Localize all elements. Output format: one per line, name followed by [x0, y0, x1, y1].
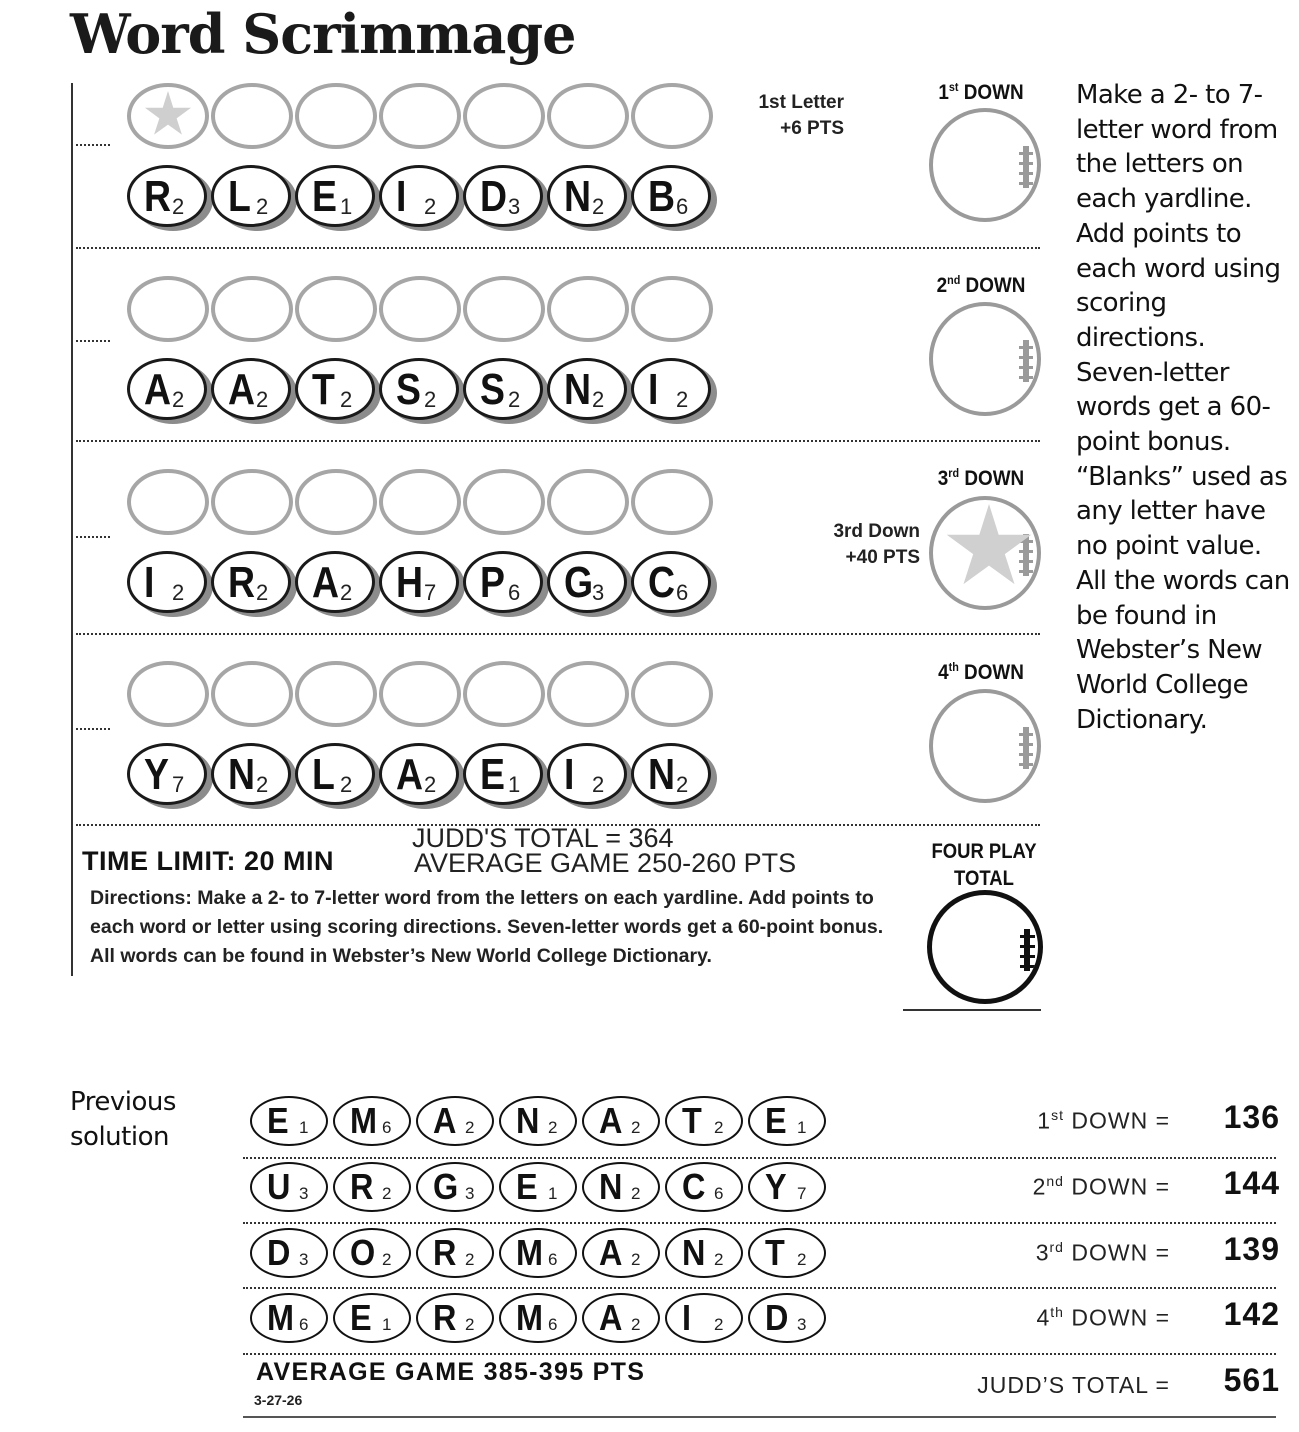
- solution-row: [250, 1228, 840, 1278]
- tile-letter: I: [396, 172, 407, 221]
- letter-tile[interactable]: [127, 165, 213, 233]
- yardline-divider: [76, 440, 1040, 442]
- tile-letter: B: [648, 172, 676, 221]
- letter-tile[interactable]: [547, 743, 633, 811]
- tile-points: 2: [424, 772, 437, 797]
- tile-letter: R: [433, 1232, 457, 1273]
- letter-tile[interactable]: [631, 358, 717, 426]
- tile-points: 1: [797, 1118, 807, 1137]
- solution-tile: [250, 1228, 328, 1278]
- solution-row: [250, 1293, 840, 1343]
- letter-tile[interactable]: [547, 165, 633, 233]
- solution-tile: [748, 1162, 826, 1212]
- solution-tile: [665, 1293, 743, 1343]
- solution-tile: [333, 1096, 411, 1146]
- answer-blank[interactable]: [547, 661, 629, 727]
- tile-points: 2: [465, 1118, 475, 1137]
- tile-letter: G: [564, 558, 594, 607]
- solution-down-score: 139: [1223, 1231, 1280, 1267]
- answer-blank[interactable]: [379, 83, 461, 149]
- solution-tile: [416, 1096, 494, 1146]
- down-label: 3rd DOWN: [937, 466, 1025, 490]
- tile-letter: Y: [144, 750, 169, 799]
- tile-points: 2: [256, 580, 269, 605]
- tile-points: 2: [256, 194, 269, 219]
- side-instructions: Make a 2- to 7-letter word from the letters on each yardline. Add points to each word using scoring directions. Seven-letter words get a 60-point bonus. “Blanks” used as any letter have no point value. All the words can be found in Webster’s New World College Dictionary.: [1076, 80, 1290, 735]
- tile-letter: L: [228, 172, 251, 221]
- solution-divider: [243, 1353, 1276, 1355]
- letter-tile[interactable]: [631, 165, 717, 233]
- tile-letter: C: [682, 1166, 706, 1207]
- answer-blank[interactable]: [379, 469, 461, 535]
- solution-down-label: 2nd DOWN =: [1032, 1173, 1170, 1200]
- solution-row: [250, 1162, 840, 1212]
- solution-judds-total-label: JUDD’S TOTAL =: [977, 1372, 1170, 1398]
- tile-points: 2: [465, 1250, 475, 1269]
- answer-blank[interactable]: [547, 83, 629, 149]
- answer-blank[interactable]: [463, 83, 545, 149]
- solution-tile: [499, 1293, 577, 1343]
- tile-points: 2: [382, 1184, 392, 1203]
- tile-letter: P: [480, 558, 505, 607]
- letter-tile[interactable]: [547, 551, 633, 619]
- tile-points: 6: [382, 1118, 392, 1137]
- tile-letter: R: [144, 172, 172, 221]
- tile-letter: I: [682, 1297, 692, 1338]
- tile-letter: E: [765, 1100, 787, 1141]
- solution-divider: [243, 1157, 1276, 1159]
- tile-letter: N: [648, 750, 676, 799]
- answer-blank[interactable]: [127, 83, 209, 149]
- answer-blank[interactable]: [463, 469, 545, 535]
- tile-letter: H: [396, 558, 424, 607]
- star-icon: [144, 91, 192, 139]
- answer-blank[interactable]: [211, 469, 293, 535]
- tile-letter: M: [350, 1100, 377, 1141]
- tile-letter: L: [312, 750, 335, 799]
- tile-letter: N: [564, 172, 592, 221]
- solution-down-label: 3rd DOWN =: [1035, 1239, 1170, 1266]
- tile-letter: R: [350, 1166, 374, 1207]
- tile-letter: D: [765, 1297, 789, 1338]
- solution-tile: [499, 1228, 577, 1278]
- tile-points: 6: [714, 1184, 724, 1203]
- tile-letter: A: [396, 750, 424, 799]
- solution-divider: [243, 1222, 1276, 1224]
- tile-letter: A: [433, 1100, 457, 1141]
- tile-points: 2: [592, 194, 605, 219]
- tile-letter: A: [599, 1297, 623, 1338]
- answer-blank[interactable]: [379, 661, 461, 727]
- answer-blank[interactable]: [547, 469, 629, 535]
- letter-tile[interactable]: [463, 165, 549, 233]
- tile-points: 2: [714, 1250, 724, 1269]
- answer-blank[interactable]: [631, 661, 713, 727]
- solution-tile: [582, 1293, 660, 1343]
- answer-blank[interactable]: [211, 276, 293, 342]
- tile-points: 2: [631, 1118, 641, 1137]
- answer-blank[interactable]: [295, 661, 377, 727]
- solution-tile: [499, 1162, 577, 1212]
- down-label: 4th DOWN: [938, 660, 1024, 684]
- solution-tile: [416, 1228, 494, 1278]
- solution-tile: [250, 1096, 328, 1146]
- tile-letter: M: [516, 1232, 543, 1273]
- tile-letter: E: [312, 172, 337, 221]
- answer-blank[interactable]: [547, 276, 629, 342]
- tile-letter: O: [350, 1232, 376, 1273]
- answer-blank[interactable]: [127, 469, 209, 535]
- down-score-input[interactable]: [929, 689, 1041, 803]
- tile-points: 2: [714, 1315, 724, 1334]
- tile-letter: I: [648, 365, 659, 414]
- letter-tile[interactable]: [127, 743, 213, 811]
- tile-points: 1: [299, 1118, 309, 1137]
- tile-points: 2: [382, 1250, 392, 1269]
- solution-row: [250, 1096, 840, 1146]
- answer-blank[interactable]: [295, 276, 377, 342]
- four-play-total-input[interactable]: [927, 890, 1043, 1004]
- letter-tile[interactable]: [379, 551, 465, 619]
- tile-letter: E: [516, 1166, 538, 1207]
- tile-points: 2: [172, 387, 185, 412]
- solution-tile: [250, 1162, 328, 1212]
- yardline-divider: [76, 247, 1040, 249]
- solution-date: 3-27-26: [254, 1392, 303, 1408]
- letter-tile[interactable]: [211, 551, 297, 619]
- solution-bottom-rule: [243, 1416, 1276, 1418]
- tile-letter: E: [480, 750, 505, 799]
- tile-letter: M: [267, 1297, 294, 1338]
- first-letter-bonus-note: [744, 90, 844, 142]
- answer-blank[interactable]: [379, 276, 461, 342]
- answer-blank[interactable]: [211, 83, 293, 149]
- puzzle-title: Word Scrimmage: [70, 2, 576, 66]
- solution-down-label: 4th DOWN =: [1036, 1304, 1170, 1331]
- tile-points: 6: [548, 1315, 558, 1334]
- letter-tile[interactable]: [379, 743, 465, 811]
- tile-letter: N: [682, 1232, 706, 1273]
- tile-letter: R: [228, 558, 256, 607]
- tile-points: 2: [424, 387, 437, 412]
- solution-down-score: 136: [1223, 1099, 1280, 1135]
- letter-tile[interactable]: [463, 358, 549, 426]
- tile-points: 1: [340, 194, 353, 219]
- directions-text: Directions: Make a 2- to 7-letter word from the letters on each yardline. Add points to each word or letter using scoring directions. Seven-letter words get a 60-point bonus. All words can be found in Webster’s New World College Dictionary.: [90, 887, 884, 967]
- down-score-input[interactable]: [929, 302, 1041, 416]
- down-label: 2nd DOWN: [936, 273, 1026, 297]
- tile-points: 2: [172, 580, 185, 605]
- solution-tile: [665, 1228, 743, 1278]
- solution-tile: [582, 1096, 660, 1146]
- tile-points: 2: [256, 772, 269, 797]
- tile-points: 2: [676, 772, 689, 797]
- solution-average-game: AVERAGE GAME 385-395 PTS: [256, 1358, 646, 1386]
- bonus-note-line1: 1st Letter: [758, 92, 844, 113]
- tile-letter: G: [433, 1166, 459, 1207]
- tile-points: 6: [299, 1315, 309, 1334]
- letter-tile[interactable]: [211, 743, 297, 811]
- tile-points: 2: [340, 580, 353, 605]
- tile-points: 2: [592, 387, 605, 412]
- tile-points: 7: [172, 772, 185, 797]
- answer-blank[interactable]: [295, 83, 377, 149]
- down-score-input[interactable]: [929, 108, 1041, 222]
- tile-letter: N: [516, 1100, 540, 1141]
- letter-tile[interactable]: [463, 551, 549, 619]
- letter-tile[interactable]: [295, 551, 381, 619]
- tile-points: 3: [299, 1250, 309, 1269]
- tile-points: 2: [631, 1250, 641, 1269]
- letter-tile[interactable]: [631, 551, 717, 619]
- letter-tile[interactable]: [211, 165, 297, 233]
- tile-letter: A: [312, 558, 340, 607]
- third-down-bonus-note: [810, 519, 920, 571]
- tile-points: 3: [797, 1315, 807, 1334]
- solution-tile: [582, 1162, 660, 1212]
- previous-solution-label: Previous solution: [70, 1087, 176, 1152]
- tile-letter: S: [396, 365, 421, 414]
- tile-points: 2: [548, 1118, 558, 1137]
- letter-tile[interactable]: [295, 165, 381, 233]
- solution-tile: [250, 1293, 328, 1343]
- tile-letter: T: [765, 1232, 785, 1273]
- bonus-note-line1: 3rd Down: [833, 521, 920, 542]
- tile-letter: D: [480, 172, 508, 221]
- answer-blank[interactable]: [631, 83, 713, 149]
- tile-letter: A: [228, 365, 256, 414]
- solution-tile: [333, 1293, 411, 1343]
- tile-points: 2: [172, 194, 185, 219]
- yardline-marker: [76, 728, 110, 730]
- four-play-total-label: FOUR PLAY TOTAL: [931, 840, 1037, 890]
- down-score-input[interactable]: [929, 496, 1041, 610]
- tile-points: 6: [508, 580, 521, 605]
- tile-letter: U: [267, 1166, 291, 1207]
- solution-tile: [333, 1228, 411, 1278]
- tile-letter: I: [564, 750, 575, 799]
- tile-points: 2: [631, 1315, 641, 1334]
- yardline-row: [127, 276, 727, 426]
- yardline-divider: [76, 633, 1040, 635]
- tile-points: 3: [465, 1184, 475, 1203]
- tile-letter: A: [144, 365, 172, 414]
- letter-tile[interactable]: [379, 165, 465, 233]
- solution-tile: [665, 1096, 743, 1146]
- solution-tile: [665, 1162, 743, 1212]
- solution-tile: [582, 1228, 660, 1278]
- tile-letter: T: [682, 1100, 702, 1141]
- tile-letter: E: [267, 1100, 289, 1141]
- solution-judds-total: 561: [1223, 1362, 1280, 1398]
- tile-points: 6: [676, 194, 689, 219]
- tile-points: 6: [676, 580, 689, 605]
- tile-points: 1: [548, 1184, 558, 1203]
- tile-letter: S: [480, 365, 505, 414]
- tile-letter: E: [350, 1297, 372, 1338]
- solution-tile: [333, 1162, 411, 1212]
- yardline-marker: [76, 536, 110, 538]
- tile-points: 2: [797, 1250, 807, 1269]
- solution-divider: [243, 1287, 1276, 1289]
- tile-points: 6: [548, 1250, 558, 1269]
- yardline-row: [127, 83, 727, 233]
- tile-letter: Y: [765, 1166, 787, 1207]
- solution-tile: [748, 1096, 826, 1146]
- judds-total: JUDD'S TOTAL = 364: [412, 823, 674, 853]
- yardline-marker: [76, 144, 110, 146]
- solution-down-score: 142: [1223, 1296, 1280, 1332]
- answer-blank[interactable]: [631, 276, 713, 342]
- tile-points: 2: [424, 194, 437, 219]
- solution-down-label: 1st DOWN =: [1037, 1107, 1170, 1134]
- bonus-note-line2: +40 PTS: [845, 547, 920, 568]
- letter-tile[interactable]: [211, 358, 297, 426]
- star-icon: [945, 504, 1033, 592]
- yardline-row: [127, 661, 727, 811]
- tile-points: 1: [508, 772, 521, 797]
- letter-tile[interactable]: [127, 551, 213, 619]
- tile-points: 7: [424, 580, 437, 605]
- tile-points: 2: [256, 387, 269, 412]
- tile-points: 2: [631, 1184, 641, 1203]
- tile-points: 2: [340, 772, 353, 797]
- tile-letter: R: [433, 1297, 457, 1338]
- total-underline: [903, 1009, 1041, 1011]
- tile-letter: D: [267, 1232, 291, 1273]
- tile-letter: M: [516, 1297, 543, 1338]
- tile-letter: N: [599, 1166, 623, 1207]
- answer-blank[interactable]: [631, 469, 713, 535]
- yardline-marker: [76, 340, 110, 342]
- letter-tile[interactable]: [295, 358, 381, 426]
- answer-blank[interactable]: [127, 276, 209, 342]
- answer-blank[interactable]: [295, 469, 377, 535]
- tile-letter: N: [564, 365, 592, 414]
- average-game: AVERAGE GAME 250-260 PTS: [414, 848, 797, 878]
- tile-letter: T: [312, 365, 335, 414]
- letter-tile[interactable]: [127, 358, 213, 426]
- field-sideline: [71, 83, 73, 976]
- tile-points: 3: [508, 194, 521, 219]
- answer-blank[interactable]: [463, 276, 545, 342]
- down-label: 1st DOWN: [938, 80, 1024, 104]
- letter-tile[interactable]: [631, 743, 717, 811]
- tile-points: 2: [508, 387, 521, 412]
- answer-blank[interactable]: [127, 661, 209, 727]
- solution-down-score: 144: [1223, 1165, 1280, 1201]
- tile-points: 7: [797, 1184, 807, 1203]
- tile-points: 1: [382, 1315, 392, 1334]
- answer-blank[interactable]: [463, 661, 545, 727]
- answer-blank[interactable]: [211, 661, 293, 727]
- yardline-row: [127, 469, 727, 619]
- tile-letter: A: [599, 1100, 623, 1141]
- solution-tile: [416, 1162, 494, 1212]
- tile-points: 2: [465, 1315, 475, 1334]
- tile-points: 2: [340, 387, 353, 412]
- tile-letter: C: [648, 558, 676, 607]
- tile-letter: I: [144, 558, 155, 607]
- time-limit: TIME LIMIT: 20 MIN: [82, 846, 334, 876]
- tile-points: 2: [592, 772, 605, 797]
- tile-letter: N: [228, 750, 256, 799]
- tile-points: 3: [299, 1184, 309, 1203]
- tile-letter: A: [599, 1232, 623, 1273]
- tile-points: 2: [676, 387, 689, 412]
- tile-points: 3: [592, 580, 605, 605]
- tile-points: 2: [714, 1118, 724, 1137]
- solution-tile: [748, 1293, 826, 1343]
- letter-tile[interactable]: [379, 358, 465, 426]
- bonus-note-line2: +6 PTS: [780, 118, 844, 139]
- letter-tile[interactable]: [463, 743, 549, 811]
- solution-tile: [748, 1228, 826, 1278]
- solution-tile: [416, 1293, 494, 1343]
- letter-tile[interactable]: [547, 358, 633, 426]
- letter-tile[interactable]: [295, 743, 381, 811]
- solution-tile: [499, 1096, 577, 1146]
